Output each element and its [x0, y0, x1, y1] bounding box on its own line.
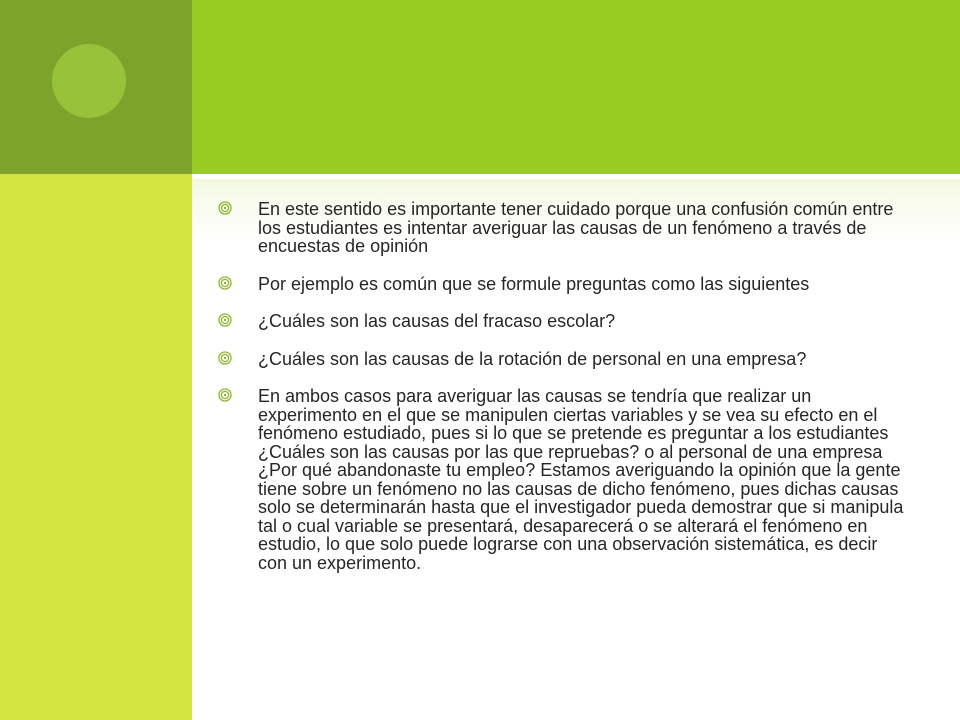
- bullet-item-4: [216, 350, 906, 369]
- bullet-item-1: [216, 200, 906, 256]
- bullet-text: En ambos casos para averiguar las causas se tendría que realizar un experimento en el que se manipulen ciertas variables y se vea su efecto en el fenómeno estudiado, pues si lo que se pretende es preguntar a los estudiantes ¿Cuáles son las causas por las que repruebas? o al personal de una empresa ¿Por qué abandonaste tu empleo? Estamos averiguando la opinión que la gente tiene sobre un fenómeno no las causas de dicho fenómeno, pues dichas causas solo se determinarán hasta que el investigador pueda demostrar que si manipula tal o cual variable se presentará, desaparecerá o se alterará el fenómeno en estudio, lo que solo puede lograrse con una observación sistemática, es decir con un experimento.: [258, 386, 904, 573]
- circled-ring-icon: [218, 276, 232, 290]
- bullet-list: [216, 200, 906, 591]
- decorative-circle: [52, 44, 126, 118]
- circled-ring-icon: [218, 313, 232, 327]
- circled-ring-icon: [218, 201, 232, 215]
- bullet-item-2: [216, 275, 906, 294]
- bullet-item-5: [216, 387, 906, 572]
- bullet-text: ¿Cuáles son las causas del fracaso escolar?: [258, 311, 616, 331]
- header-band: [192, 0, 960, 174]
- header-divider: [192, 174, 960, 179]
- left-sidebar-band: [0, 174, 192, 720]
- circled-ring-icon: [218, 351, 232, 365]
- bullet-item-3: [216, 312, 906, 331]
- corner-accent-block: [0, 0, 192, 174]
- circled-ring-icon: [218, 388, 232, 402]
- bullet-text: En este sentido es importante tener cuidado porque una confusión común entre los estudiantes es intentar averiguar las causas de un fenómeno a través de encuestas de opinión: [258, 199, 894, 256]
- bullet-text: Por ejemplo es común que se formule preguntas como las siguientes: [258, 273, 810, 294]
- bullet-text: ¿Cuáles son las causas de la rotación de personal en una empresa?: [258, 348, 807, 369]
